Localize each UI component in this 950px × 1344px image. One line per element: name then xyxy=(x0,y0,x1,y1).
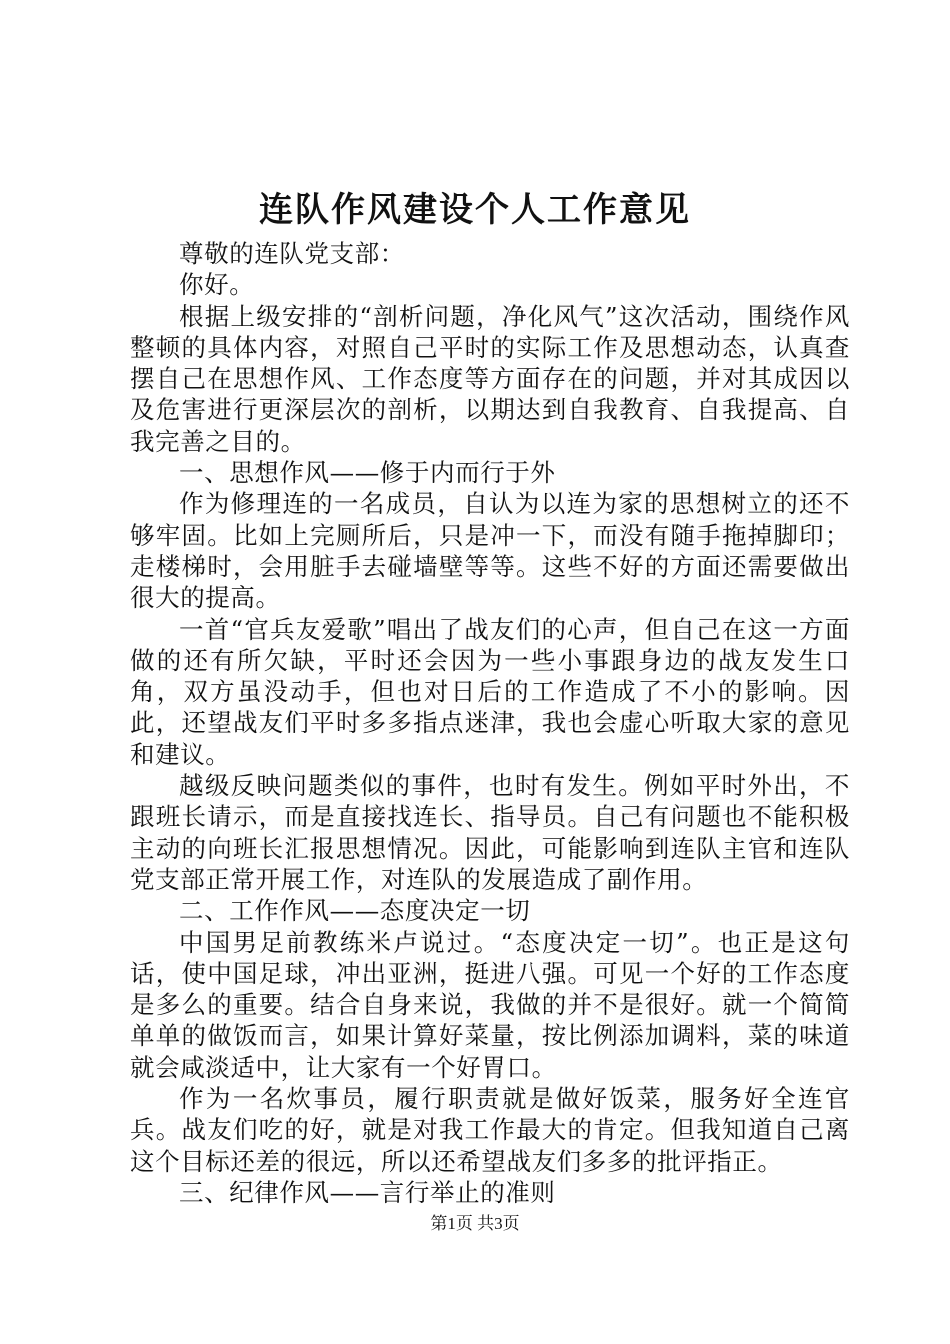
section-heading: 一、思想作风——修于内而行于外 xyxy=(179,458,556,488)
section-heading: 三、纪律作风——言行举止的准则 xyxy=(179,1177,556,1207)
body-paragraph: 越级反映问题类似的事件，也时有发生。例如平时外出，不跟班长请示，而是直接找连长、指导员。自己有问题也不能积极主动的向班长汇报思想情况。因此，可能影响到连队主官和连队党支部正常开展工作，对连队的发展造成了副作用。 xyxy=(130,771,850,894)
greeting: 你好。 xyxy=(179,270,255,300)
document-title: 连队作风建设个人工作意见 xyxy=(259,190,691,230)
section-heading: 二、工作作风——态度决定一切 xyxy=(179,896,531,926)
page-footer: 第1页 共3页 xyxy=(430,1214,520,1233)
salutation: 尊敬的连队党支部： xyxy=(179,239,405,268)
body-paragraph: 根据上级安排的“剖析问题，净化风气”这次活动，围绕作风整顿的具体内容，对照自己平时的实际工作及思想动态，认真查摆自己在思想作风、工作态度等方面存在的问题，并对其成因以及危害进行更深层次的剖析，以期达到自我教育、自我提高、自我完善之目的。 xyxy=(130,301,850,456)
body-paragraph: 中国男足前教练米卢说过。“态度决定一切”。也正是这句话，使中国足球，冲出亚洲，挺进八强。可见一个好的工作态度是多么的重要。结合自身来说，我做的并不是很好。就一个简简单单的做饭而言，如果计算好菜量，按比例添加调料，菜的味道就会咸淡适中，让大家有一个好胃口。 xyxy=(130,927,850,1082)
body-paragraph: 作为修理连的一名成员，自认为以连为家的思想树立的还不够牢固。比如上完厕所后，只是冲一下，而没有随手拖掉脚印；走楼梯时，会用脏手去碰墙壁等等。这些不好的方面还需要做出很大的提高。 xyxy=(130,489,850,613)
body-paragraph: 作为一名炊事员，履行职责就是做好饭菜，服务好全连官兵。战友们吃的好，就是对我工作最大的肯定。但我知道自己离这个目标还差的很远，所以还希望战友们多多的批评指正。 xyxy=(130,1084,850,1176)
document-body xyxy=(130,238,850,1208)
body-paragraph: 一首“官兵友爱歌”唱出了战友们的心声，但自己在这一方面做的还有所欠缺，平时还会因为一些小事跟身边的战友发生口角，双方虽没动手，但也对日后的工作造成了不小的影响。因此，还望战友们平时多多指点迷津，我也会虚心听取大家的意见和建议。 xyxy=(130,614,850,769)
